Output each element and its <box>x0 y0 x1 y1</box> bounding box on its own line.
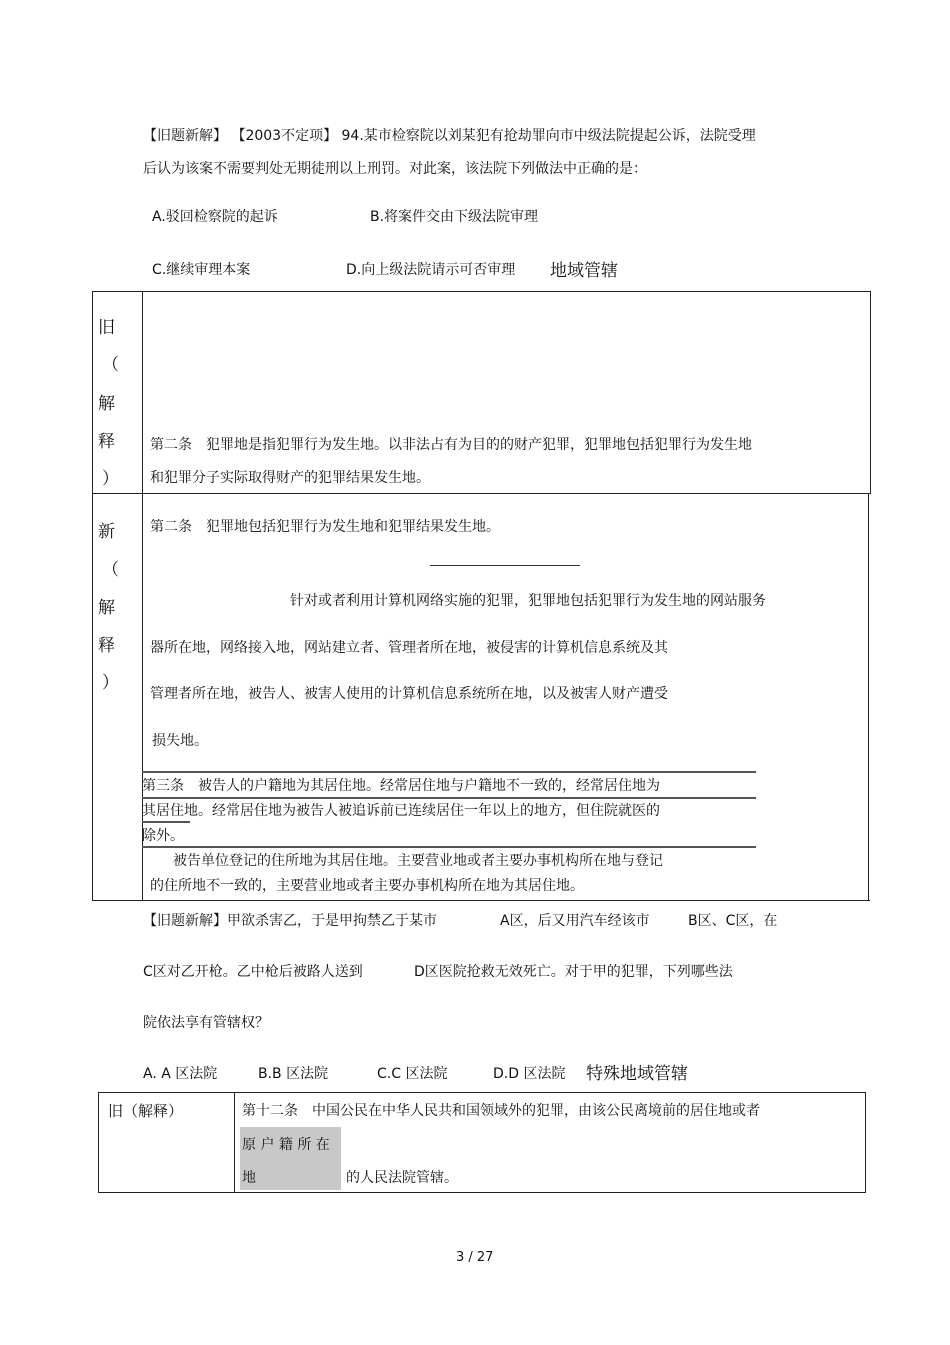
divider-rule <box>430 565 580 566</box>
q1-option-d: D.向上级法院请示可否审理 <box>346 262 516 278</box>
old-label-char: ） <box>102 469 119 489</box>
network-crime-line2: 器所在地，网络接入地，网站建立者、管理者所在地，被侵害的计算机信息系统及其 <box>150 640 668 656</box>
article3-line3: 除外。 <box>142 828 184 844</box>
article12-tail: 的人民法院管辖。 <box>346 1170 458 1186</box>
table2-old-label: 旧（解释） <box>108 1102 184 1120</box>
q2-line1-a: 【旧题新解】甲欲杀害乙，于是甲拘禁乙于某市 <box>143 913 437 929</box>
new-label-char: 解 <box>98 598 115 618</box>
q2-topic-heading: 特殊地域管辖 <box>586 1064 688 1084</box>
new-label-char: ） <box>102 673 119 693</box>
revision-rule <box>142 771 756 773</box>
revision-rule <box>142 821 190 823</box>
q1-line1: 【旧题新解】 【2003不定项】 94.某市检察院以刘某犯有抢劫罪向市中级法院提起公诉，法院受理 <box>143 128 756 144</box>
page-number: 3 / 27 <box>456 1250 494 1265</box>
old-label-char: 解 <box>98 394 115 414</box>
article3-line1: 第三条 被告人的户籍地为其居住地。经常居住地与户籍地不一致的，经常居住地为 <box>142 778 660 794</box>
q1-topic-heading: 地域管辖 <box>550 261 618 281</box>
old-article2-line1: 第二条 犯罪地是指犯罪行为发生地。以非法占有为目的的财产犯罪，犯罪地包括犯罪行为发生地 <box>150 437 752 453</box>
article3-line4: 被告单位登记的住所地为其居住地。主要营业地或者主要办事机构所在地与登记 <box>173 853 663 869</box>
q2-option-b: B.B 区法院 <box>258 1066 329 1082</box>
q1-option-a: A.驳回检察院的起诉 <box>152 209 278 225</box>
q1-option-c: C.继续审理本案 <box>152 262 251 278</box>
q2-line3: 院依法享有管辖权？ <box>143 1015 269 1031</box>
network-crime-line4: 损失地。 <box>152 733 208 749</box>
revision-rule <box>142 797 756 799</box>
old-label-char: （ <box>102 355 119 375</box>
q1-option-b: B.将案件交由下级法院审理 <box>370 209 539 225</box>
article3-line5: 的住所地不一致的，主要营业地或者主要办事机构所在地为其居住地。 <box>150 878 584 894</box>
network-crime-line1: 针对或者利用计算机网络实施的犯罪，犯罪地包括犯罪行为发生地的网站服务 <box>290 593 766 609</box>
old-article2-line2: 和犯罪分子实际取得财产的犯罪结果发生地。 <box>150 470 430 486</box>
q2-option-d: D.D 区法院 <box>493 1066 566 1082</box>
q2-line1-b: A区，后又用汽车经该市 <box>500 913 650 929</box>
revision-rule <box>142 846 756 848</box>
old-label-char: 释 <box>98 432 115 452</box>
article12-shaded-line2: 地 <box>242 1170 256 1186</box>
new-label-char: 新 <box>98 522 115 542</box>
q2-option-a: A. A 区法院 <box>143 1066 218 1082</box>
article3-line2: 其居住地。经常居住地为被告人被追诉前已连续居住一年以上的地方，但住院就医的 <box>142 803 660 819</box>
q2-line2-a: C区对乙开枪。乙中枪后被路人送到 <box>143 964 363 980</box>
q2-line1-c: B区、C区，在 <box>688 913 778 929</box>
q1-line2: 后认为该案不需要判处无期徒刑以上刑罚。对此案，该法院下列做法中正确的是： <box>143 161 647 177</box>
article12-shaded-line1: 原 户 籍 所 在 <box>242 1137 330 1153</box>
q2-option-c: C.C 区法院 <box>377 1066 448 1082</box>
article12-line1: 第十二条 中国公民在中华人民共和国领域外的犯罪，由该公民离境前的居住地或者 <box>242 1103 760 1119</box>
q2-line2-b: D区医院抢救无效死亡。对于甲的犯罪，下列哪些法 <box>414 964 733 980</box>
new-label-char: （ <box>102 560 119 580</box>
new-label-char: 释 <box>98 636 115 656</box>
old-label-char: 旧 <box>98 318 115 338</box>
new-article2: 第二条 犯罪地包括犯罪行为发生地和犯罪结果发生地。 <box>150 519 500 535</box>
network-crime-line3: 管理者所在地，被告人、被害人使用的计算机信息系统所在地，以及被害人财产遭受 <box>150 686 668 702</box>
